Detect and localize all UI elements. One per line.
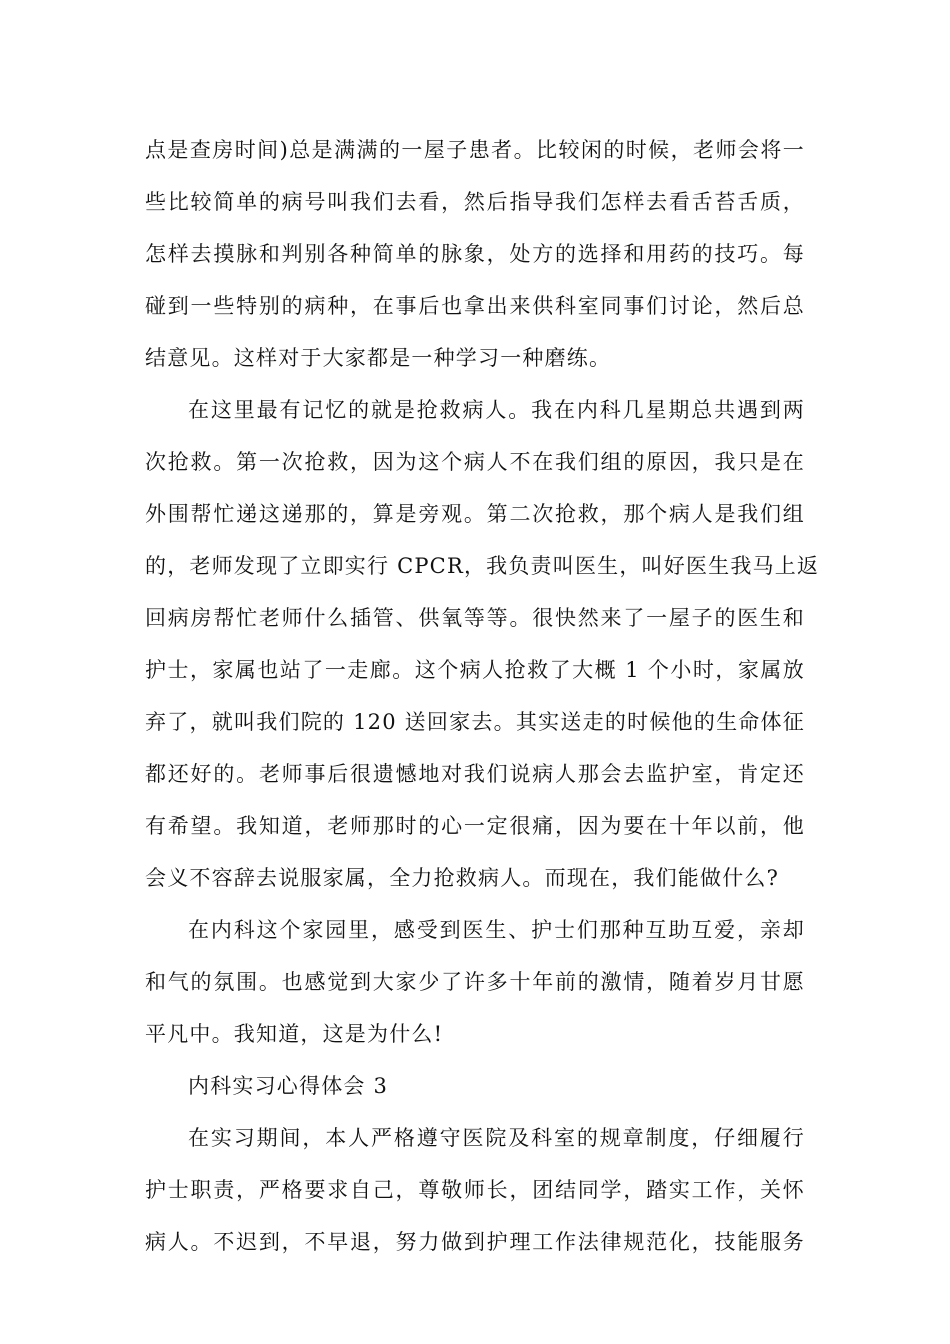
section-heading: 内科实习心得体会 3	[188, 1074, 389, 1098]
text-line: 些比较简单的病号叫我们去看，然后指导我们怎样去看舌苔舌质，	[145, 190, 805, 214]
paragraph-first-line: 在内科这个家园里，感受到医生、护士们那种互助互爱，亲却	[188, 918, 805, 942]
text-line: 有希望。我知道，老师那时的心一定很痛，因为要在十年以前，他	[145, 814, 805, 838]
text-line: 平凡中。我知道，这是为什么!	[145, 1022, 444, 1046]
text-line: 的，老师发现了立即实行 CPCR，我负责叫医生，叫好医生我马上返	[145, 554, 820, 578]
text-line: 外围帮忙递这递那的，算是旁观。第二次抢救，那个病人是我们组	[145, 502, 805, 526]
text-line: 结意见。这样对于大家都是一种学习一种磨练。	[145, 346, 612, 370]
text-line: 回病房帮忙老师什么插管、供氧等等。很快然来了一屋子的医生和	[145, 606, 805, 630]
text-line: 点是查房时间)总是满满的一屋子患者。比较闲的时候，老师会将一	[145, 138, 805, 162]
text-line: 护士，家属也站了一走廊。这个病人抢救了大概 1 个小时，家属放	[145, 658, 805, 682]
text-line: 都还好的。老师事后很遗憾地对我们说病人那会去监护室，肯定还	[145, 762, 805, 786]
paragraph-first-line: 在这里最有记忆的就是抢救病人。我在内科几星期总共遇到两	[188, 398, 805, 422]
text-line: 次抢救。第一次抢救，因为这个病人不在我们组的原因，我只是在	[145, 450, 805, 474]
text-line: 会义不容辞去说服家属，全力抢救病人。而现在，我们能做什么?	[145, 866, 780, 890]
text-line: 弃了，就叫我们院的 120 送回家去。其实送走的时候他的生命体征	[145, 710, 805, 734]
text-line: 怎样去摸脉和判别各种简单的脉象，处方的选择和用药的技巧。每	[145, 242, 805, 266]
paragraph-first-line: 在实习期间，本人严格遵守医院及科室的规章制度，仔细履行	[188, 1126, 805, 1150]
text-line: 碰到一些特别的病种，在事后也拿出来供科室同事们讨论，然后总	[145, 294, 805, 318]
text-line: 护士职责，严格要求自己，尊敬师长，团结同学，踏实工作，关怀	[145, 1178, 805, 1202]
text-line: 和气的氛围。也感觉到大家少了许多十年前的激情，随着岁月甘愿	[145, 970, 805, 994]
text-line: 病人。不迟到，不早退，努力做到护理工作法律规范化，技能服务	[145, 1230, 805, 1254]
